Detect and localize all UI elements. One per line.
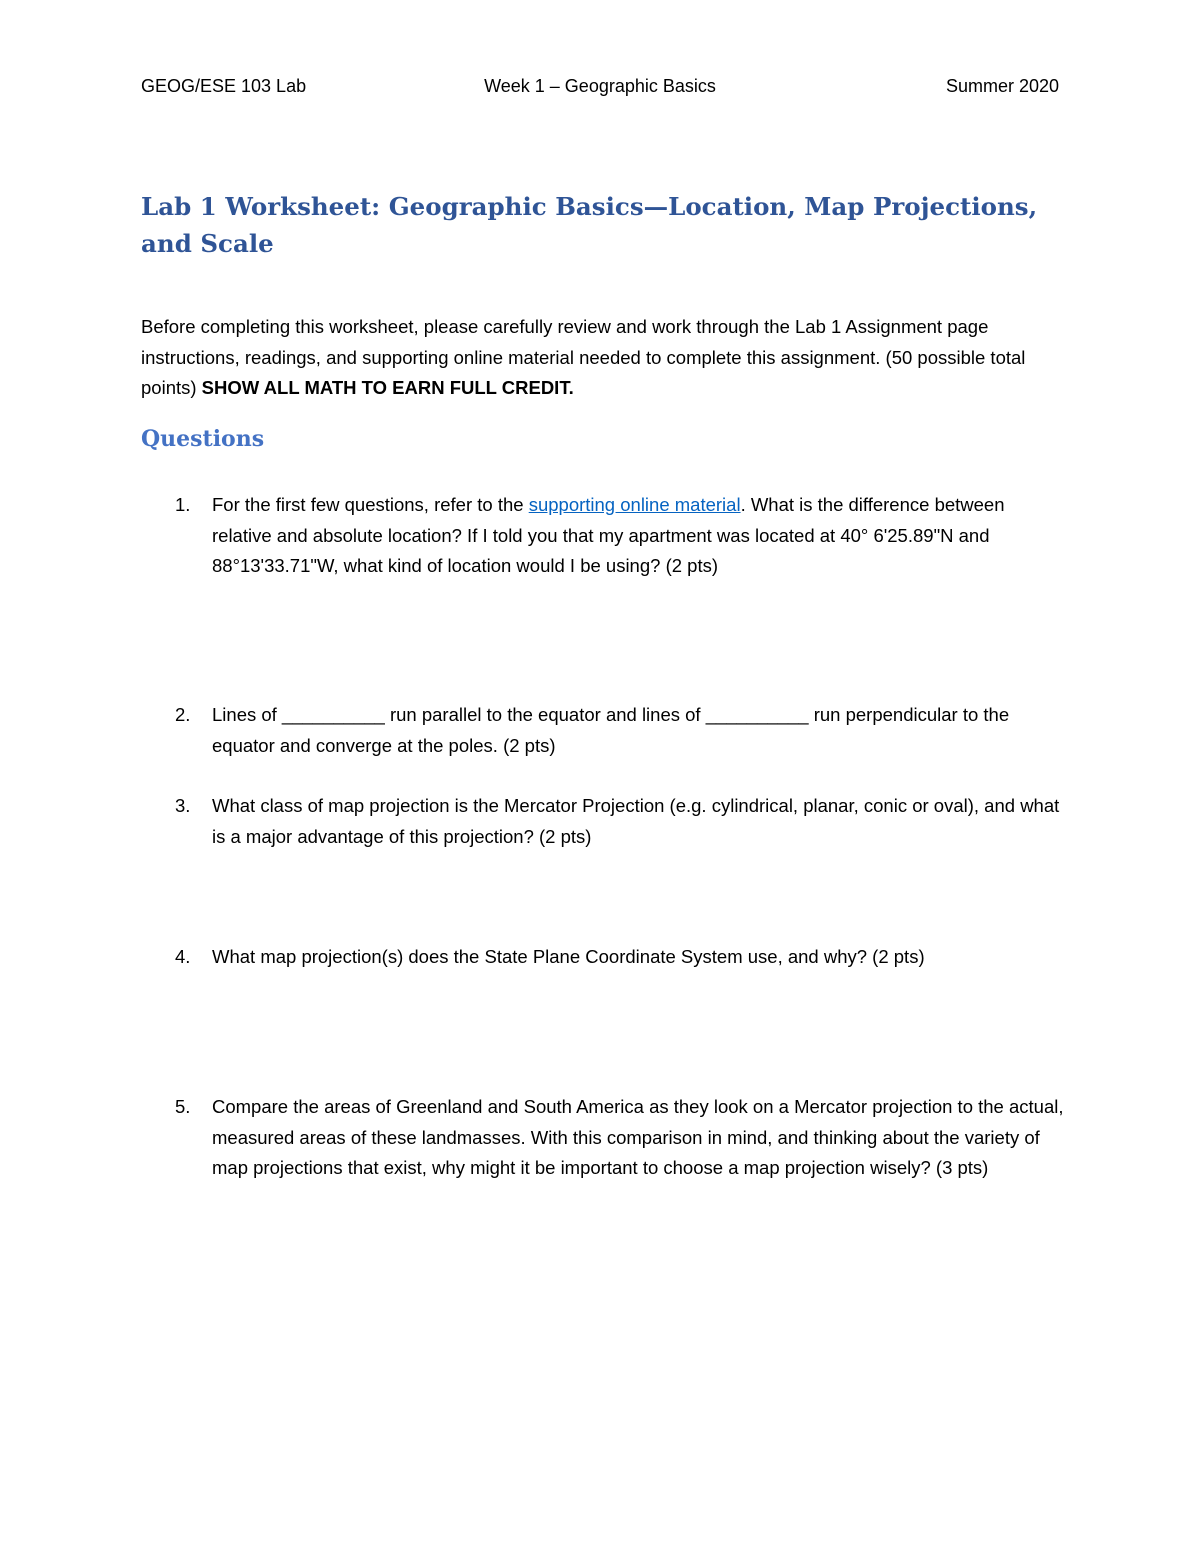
question-number: 5. — [175, 1096, 191, 1117]
question-number: 4. — [175, 946, 191, 967]
supporting-material-link[interactable]: supporting online material — [528, 494, 741, 515]
question-4 — [141, 942, 1066, 973]
header-term: Summer 2020 — [945, 76, 1059, 96]
question-text-after-link: . What is the difference between relative and absolute location? If I told you that my apartment was located at 40° 6'25.89"N and 88°13'33.71"W, what kind of location would I be using? (2 pts) — [212, 494, 1005, 576]
intro-paragraph — [141, 312, 1066, 404]
question-number: 3. — [175, 795, 191, 816]
question-2 — [141, 700, 1066, 761]
page-header — [141, 73, 1059, 99]
question-text: What class of map projection is the Mercator Projection (e.g. cylindrical, planar, conic or oval), and what is a major advantage of this projection? (2 pts) — [212, 795, 1060, 847]
question-text: Compare the areas of Greenland and South America as they look on a Mercator projection to the actual, measured areas of these landmasses. With this comparison in mind, and thinking about the variety of map projections that exist, why might it be important to choose a map projection wisely? (3 pts) — [212, 1096, 1064, 1178]
question-1 — [141, 490, 1066, 582]
intro-emphasis: SHOW ALL MATH TO EARN FULL CREDIT. — [201, 377, 574, 398]
question-number: 1. — [175, 494, 191, 515]
question-3 — [141, 791, 1066, 852]
question-5 — [141, 1092, 1066, 1184]
header-course: GEOG/ESE 103 Lab — [141, 76, 307, 96]
header-week: Week 1 – Geographic Basics — [484, 76, 716, 96]
worksheet-title: Lab 1 Worksheet: Geographic Basics—Location, Map Projections, and Scale — [141, 192, 1038, 258]
question-text — [212, 490, 1066, 582]
intro-text: Before completing this worksheet, please carefully review and work through the Lab 1 Assignment page instructions, readings, and supporting online material needed to complete this assignment. (50 possible total points) — [141, 316, 1026, 398]
questions-heading: Questions — [141, 426, 265, 452]
question-text: Lines of __________ run parallel to the equator and lines of __________ run perpendicular to the equator and converge at the poles. (2 pts) — [212, 704, 1010, 756]
question-text: What map projection(s) does the State Plane Coordinate System use, and why? (2 pts) — [212, 946, 925, 967]
question-text-before-link: For the first few questions, refer to the — [212, 494, 529, 515]
question-number: 2. — [175, 704, 191, 725]
